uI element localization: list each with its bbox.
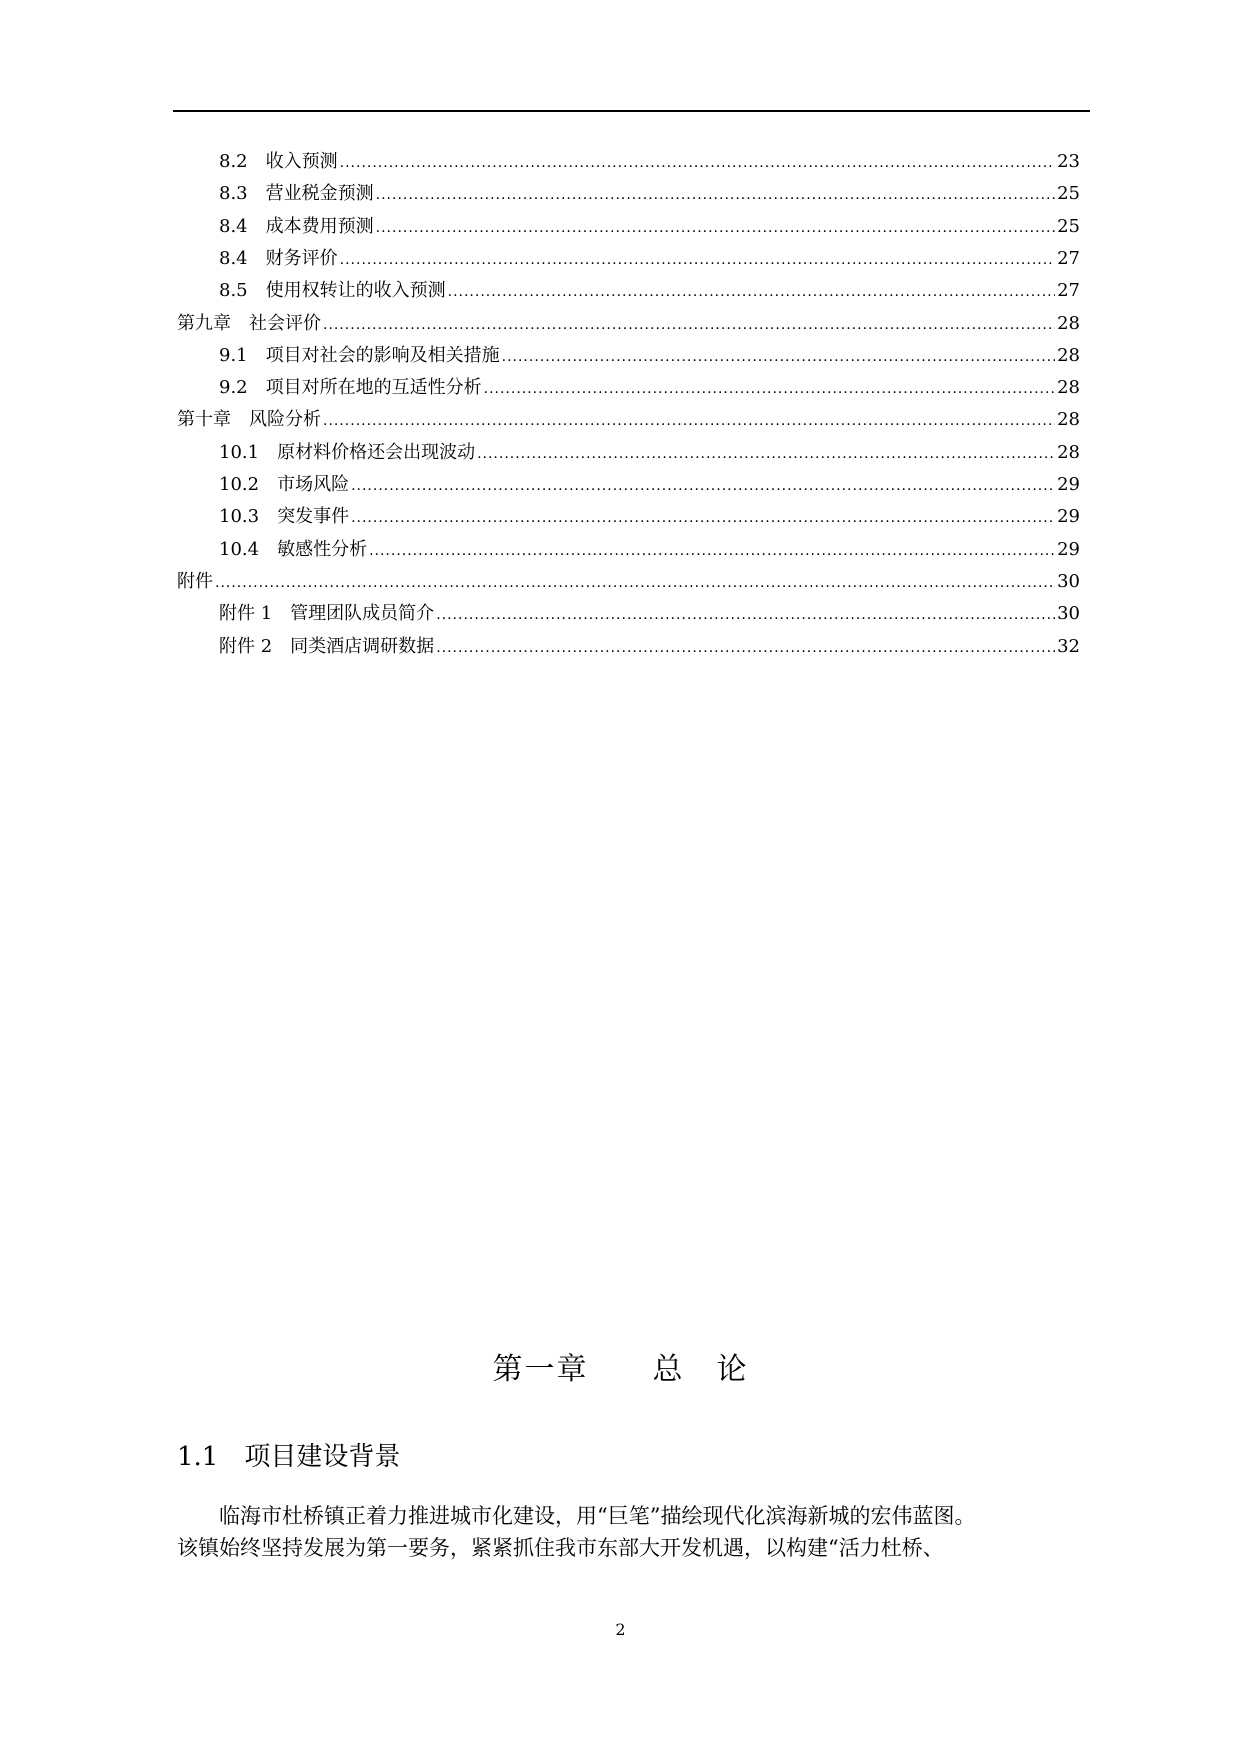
toc-entry-page: 25 (1057, 215, 1080, 237)
toc-entry-page: 27 (1057, 280, 1080, 302)
toc-entry[interactable] (219, 375, 1080, 401)
toc-dot-leader (376, 215, 1055, 241)
toc-dot-leader (351, 473, 1055, 499)
toc-entry[interactable] (177, 311, 1080, 337)
body-paragraph (177, 1500, 1090, 1564)
page-number: 2 (615, 1620, 626, 1639)
toc-entry[interactable] (219, 440, 1080, 466)
toc-dot-leader (351, 505, 1055, 531)
toc-entry[interactable] (219, 472, 1080, 498)
toc-entry[interactable] (177, 569, 1080, 595)
toc-entry[interactable] (219, 149, 1080, 175)
toc-entry[interactable] (219, 537, 1080, 563)
toc-dot-leader (369, 538, 1055, 564)
toc-entry[interactable] (177, 407, 1080, 433)
toc-entry-page: 28 (1057, 409, 1080, 431)
toc-entry[interactable] (219, 343, 1080, 369)
toc-entry[interactable] (219, 214, 1080, 240)
toc-entry[interactable] (219, 246, 1080, 272)
toc-entry-label: 附件 1 管理团队成员简介 (219, 603, 435, 625)
paragraph-line: 临海市杜桥镇正着力推进城市化建设，用“巨笔”描绘现代化滨海新城的宏伟蓝图。 (177, 1504, 976, 1528)
toc-entry-label: 附件 2 同类酒店调研数据 (219, 635, 435, 657)
toc-dot-leader (477, 441, 1055, 467)
toc-entry-page: 29 (1057, 538, 1080, 560)
toc-entry-page: 28 (1057, 312, 1080, 334)
toc-entry-page: 29 (1057, 506, 1080, 528)
toc-entry-page: 25 (1057, 183, 1080, 205)
toc-entry-label: 9.2 项目对所在地的互适性分析 (219, 377, 482, 399)
toc-dot-leader (323, 312, 1055, 338)
toc-entry-label: 附件 (177, 570, 213, 592)
toc-entry-label: 10.4 敏感性分析 (219, 538, 368, 560)
toc-dot-leader (448, 279, 1055, 305)
toc-entry-page: 32 (1057, 635, 1080, 657)
toc-dot-leader (323, 408, 1055, 434)
toc-dot-leader (215, 570, 1055, 596)
toc-entry[interactable] (219, 504, 1080, 530)
chapter-title: 第一章 总 论 (492, 1352, 749, 1387)
section-title: 1.1 项目建设背景 (177, 1442, 401, 1472)
toc-dot-leader (340, 247, 1055, 273)
toc-entry-label: 8.5 使用权转让的收入预测 (219, 280, 446, 302)
toc-entry-page: 28 (1057, 377, 1080, 399)
toc-dot-leader (436, 635, 1055, 661)
toc-entry-page: 29 (1057, 474, 1080, 495)
toc-entry-page: 30 (1057, 570, 1080, 592)
toc-entry-label: 10.2 市场风险 (219, 474, 350, 495)
toc-entry-label: 8.3 营业税金预测 (219, 183, 374, 205)
toc-entry-page: 30 (1057, 603, 1080, 625)
toc-entry-label: 8.4 财务评价 (219, 247, 338, 269)
toc-entry[interactable] (219, 634, 1080, 660)
toc-dot-leader (436, 602, 1055, 628)
toc-dot-leader (340, 150, 1055, 176)
toc-entry-label: 第十章 风险分析 (177, 409, 321, 431)
toc-entry-page: 23 (1057, 151, 1080, 172)
toc-entry-page: 28 (1057, 344, 1080, 366)
toc-entry-label: 8.2 收入预测 (219, 151, 338, 172)
toc-entry[interactable] (219, 601, 1080, 627)
toc-entry-label: 10.1 原材料价格还会出现波动 (219, 441, 476, 463)
toc-entry-label: 第九章 社会评价 (177, 312, 321, 334)
toc-entry-page: 27 (1057, 247, 1080, 269)
paragraph-line: 该镇始终坚持发展为第一要务，紧紧抓住我市东部大开发机遇，以构建“活力杜桥、 (177, 1536, 944, 1560)
toc-dot-leader (484, 376, 1055, 402)
toc-entry-label: 9.1 项目对社会的影响及相关措施 (219, 344, 500, 366)
header-rule (173, 110, 1090, 112)
toc-entry-page: 28 (1057, 441, 1080, 463)
toc-entry[interactable] (219, 181, 1080, 207)
toc-dot-leader (376, 182, 1055, 208)
toc-entry[interactable] (219, 278, 1080, 304)
toc-entry-label: 10.3 突发事件 (219, 506, 350, 528)
toc-dot-leader (502, 344, 1055, 370)
toc-entry-label: 8.4 成本费用预测 (219, 215, 374, 237)
